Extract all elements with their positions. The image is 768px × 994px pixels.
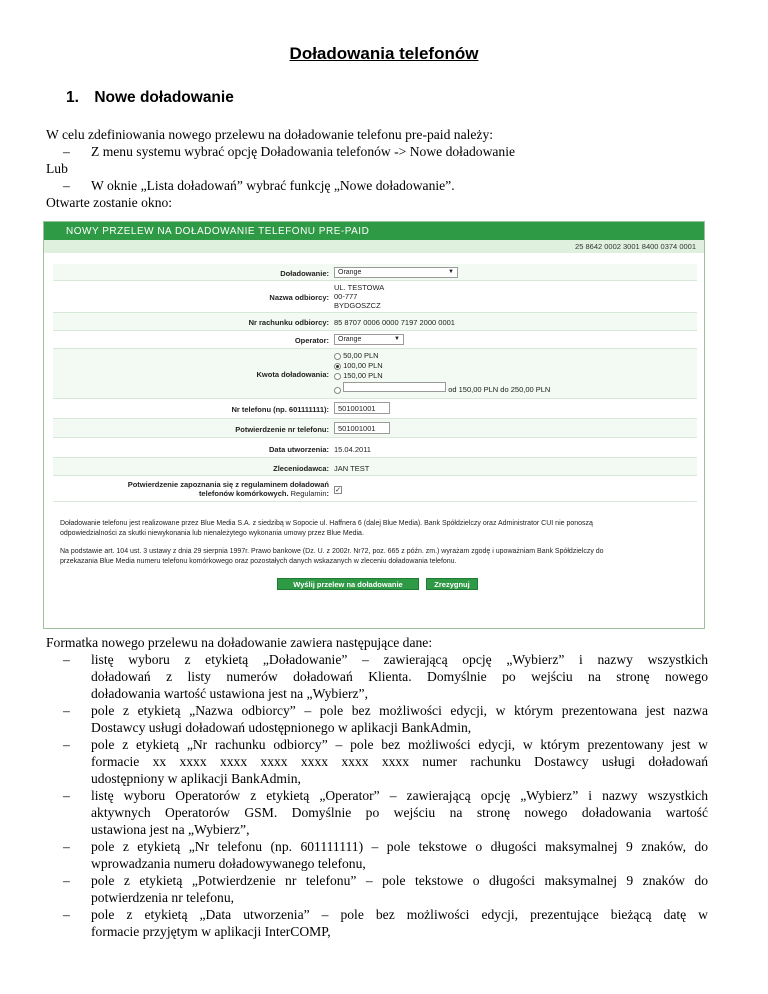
list-item [63, 651, 708, 702]
row-data-utworzenia [53, 438, 697, 458]
form-rows [53, 264, 697, 502]
row-zleceniodawca [53, 458, 697, 476]
label-zleceniodawca: Zleceniodawca: [273, 464, 329, 473]
radio-150[interactable] [334, 373, 341, 380]
list-item-line: ustawiona jest na „Wybierz”, [91, 822, 250, 837]
note-2-line-2: przekazania Blue Media numeru telefonu komórkowego oraz pozostałych danych wskazanych w zleceniu doładowania telefonu. [60, 557, 457, 565]
row-nazwa-odbiorcy [53, 281, 697, 313]
list-item-line: wprowadzania numeru doładowywanego telefonu, [91, 856, 366, 871]
list-item-line: pole z etykietą „Nazwa odbiorcy” – pole bez możliwości edycji, w którym prezentowana jest nazwa [91, 703, 708, 718]
kwota-option-50[interactable] [334, 351, 550, 361]
list-item-line: pole z etykietą „Potwierdzenie nr telefonu” – pole tekstowe o długości maksymalnej 9 znaków do [91, 873, 708, 888]
list-item-line: aktywnych Operatorów GSM. Domyślnie po wejściu na stronę nowego doładowania wartość [91, 805, 708, 820]
bullet-dash: – [63, 144, 70, 159]
cancel-button[interactable]: Zrezygnuj [426, 578, 478, 590]
kwota-option-label: 50,00 PLN [343, 351, 379, 360]
label-potwierdzenie-nr: Potwierdzenie nr telefonu: [235, 425, 329, 434]
list-item [63, 872, 708, 906]
form-screenshot [43, 221, 705, 629]
doladowanie-select-value: Orange [338, 269, 362, 276]
list-item-line: listę wyboru z etykietą „Doładowanie” – zawierającą opcję „Wybierz” i nazwy wszystkich [91, 652, 708, 667]
nr-rachunku-value: 85 8707 0006 0000 7197 2000 0001 [334, 318, 455, 327]
label-kwota: Kwota doładowania: [256, 370, 329, 379]
document-title: Doładowania telefonów [289, 44, 479, 63]
kwota-custom-input[interactable] [343, 382, 446, 392]
kwota-options [334, 351, 550, 395]
form-header: NOWY PRZELEW NA DOŁADOWANIE TELEFONU PRE-PAID [44, 222, 704, 240]
note-2-line-1: Na podstawie art. 104 ust. 3 ustawy z dnia 29 sierpnia 1997r. Prawo bankowe (Dz. U. z 2002r. Nr72, poz. 665 z późn. zm.) wyrażam zgodę i upoważniam Bank Spółdzielczy do [60, 548, 604, 555]
intro-bullet-1-text: Z menu systemu wybrać opcję Doładowania telefonów -> Nowe doładowanie [91, 144, 516, 159]
form-notes [60, 519, 700, 575]
label-data-utworzenia: Data utworzenia: [268, 445, 329, 454]
section-heading [66, 89, 234, 107]
doladowanie-select[interactable] [334, 267, 458, 278]
chevron-down-icon: ▼ [394, 336, 400, 342]
note-1-line-1: Doładowanie telefonu jest realizowane przez Blue Media S.A. z siedzibą w Sopocie ul. Haffnera 6 (dalej Blue Media). Bank Spółdzielczy oraz Administrator CUI nie ponoszą [60, 520, 593, 527]
bullet-dash: – [63, 788, 70, 803]
window-opens-text: Otwarte zostanie okno: [46, 195, 173, 210]
nazwa-line-1: UL. TESTOWA [334, 283, 385, 292]
bullet-dash: – [63, 907, 70, 922]
bullet-dash: – [63, 652, 70, 667]
kwota-option-100[interactable] [334, 361, 550, 371]
radio-custom[interactable] [334, 387, 341, 394]
bullet-dash: – [63, 178, 70, 193]
label-nazwa-odbiorcy: Nazwa odbiorcy: [269, 293, 329, 302]
list-item [63, 787, 708, 838]
note-blue-media [60, 519, 700, 538]
kwota-option-custom [334, 382, 550, 395]
intro-or: Lub [46, 161, 68, 176]
kwota-option-150[interactable] [334, 371, 550, 381]
operator-select[interactable] [334, 334, 404, 345]
list-item [63, 736, 708, 787]
nazwa-line-3: BYDGOSZCZ [334, 301, 381, 310]
data-utworzenia-value: 15.04.2011 [334, 445, 371, 454]
intro-line: W celu zdefiniowania nowego przelewu na doładowanie telefonu pre-paid należy: [46, 127, 494, 142]
row-operator [53, 331, 697, 349]
list-item [63, 702, 708, 736]
kwota-option-label: 100,00 PLN [343, 361, 383, 370]
list-item-line: doładowań z listy numerów doładowań Klienta. Domyślnie po wejściu na stronę nowego [91, 669, 708, 684]
regulamin-label-2: telefonów komórkowych. [198, 489, 289, 498]
bullet-dash: – [63, 703, 70, 718]
label-nr-telefonu: Nr telefonu (np. 601111111): [231, 405, 329, 414]
bullet-dash: – [63, 737, 70, 752]
form-desc-intro: Formatka nowego przelewu na doładowanie zawiera następujące dane: [46, 635, 433, 650]
note-1-line-2: odpowiedzialności za skutki niewykonania lub nienależytego wykonania umowy przez Blue Media. [60, 529, 364, 537]
section-title: Nowe doładowanie [94, 89, 234, 106]
form-desc-list [63, 651, 708, 940]
nazwa-line-2: 00-777 [334, 292, 358, 301]
regulamin-link[interactable]: Regulamin [290, 489, 327, 498]
row-nr-rachunku [53, 313, 697, 331]
nr-telefonu-input[interactable]: 501001001 [334, 402, 390, 414]
chevron-down-icon: ▼ [448, 269, 454, 275]
zleceniodawca-value: JAN TEST [334, 464, 370, 473]
regulamin-checkbox[interactable]: ✓ [335, 487, 341, 494]
list-item-line: doładowania wartość ustawiona jest na „Wybierz”, [91, 686, 368, 701]
account-number: 25 8642 0002 3001 8400 0374 0001 [44, 240, 704, 253]
kwota-range-hint: od 150,00 PLN do 250,00 PLN [448, 385, 551, 394]
row-potwierdzenie-nr [53, 419, 697, 438]
regulamin-label-1: Potwierdzenie zapoznania się z regulaminem doładowań [127, 480, 329, 489]
bullet-dash: – [63, 839, 70, 854]
row-doladowanie [53, 264, 697, 281]
list-item-line: formacie przyjętym w aplikacji InterCOMP, [91, 924, 331, 939]
intro-bullet-2-text: W oknie „Lista doładowań” wybrać funkcję „Nowe doładowanie”. [91, 178, 455, 193]
kwota-option-label: 150,00 PLN [343, 371, 383, 380]
list-item-line: pole z etykietą „Nr telefonu (np. 601111111) – pole tekstowe o długości maksymalnej 9 znaków, do [91, 839, 708, 854]
list-item-line: pole z etykietą „Data utworzenia” – pole bez możliwości edycji, prezentujące bieżącą datę w [91, 907, 708, 922]
list-item-line: udostępniony w aplikacji BankAdmin, [91, 771, 301, 786]
label-doladowanie: Doładowanie: [280, 269, 329, 278]
label-regulamin: Potwierdzenie zapoznania się z regulaminem doładowań telefonów komórkowych. Regulamin: [127, 480, 329, 498]
list-item-line: Dostawcy usługi doładowań udostępnionego w aplikacji BankAdmin, [91, 720, 472, 735]
radio-50[interactable] [334, 353, 341, 360]
list-item [63, 838, 708, 872]
label-operator: Operator: [294, 336, 329, 345]
list-item-line: formacie xx xxxx xxxx xxxx xxxx xxxx xxxx numer rachunku Dostawcy usługi doładowań [91, 754, 708, 769]
potwierdzenie-nr-input[interactable]: 501001001 [334, 422, 390, 434]
bullet-dash: – [63, 873, 70, 888]
send-transfer-button[interactable]: Wyślij przelew na doładowanie [277, 578, 419, 590]
row-kwota [53, 349, 697, 399]
operator-select-value: Orange [338, 336, 362, 343]
list-item [63, 906, 708, 940]
note-consent [60, 547, 700, 566]
radio-100[interactable] [334, 363, 341, 370]
list-item-line: potwierdzenia nr telefonu, [91, 890, 235, 905]
row-nr-telefonu [53, 399, 697, 419]
nazwa-odbiorcy-value [334, 283, 384, 310]
row-regulamin [53, 476, 697, 502]
label-nr-rachunku: Nr rachunku odbiorcy: [248, 318, 329, 327]
list-item-line: pole z etykietą „Nr rachunku odbiorcy” – pole bez możliwości edycji, w którym prezentowany jest w [91, 737, 708, 752]
section-number: 1. [66, 89, 79, 106]
list-item-line: listę wyboru Operatorów z etykietą „Operator” – zawierającą opcję „Wybierz” i nazwy wszystkich [91, 788, 708, 803]
